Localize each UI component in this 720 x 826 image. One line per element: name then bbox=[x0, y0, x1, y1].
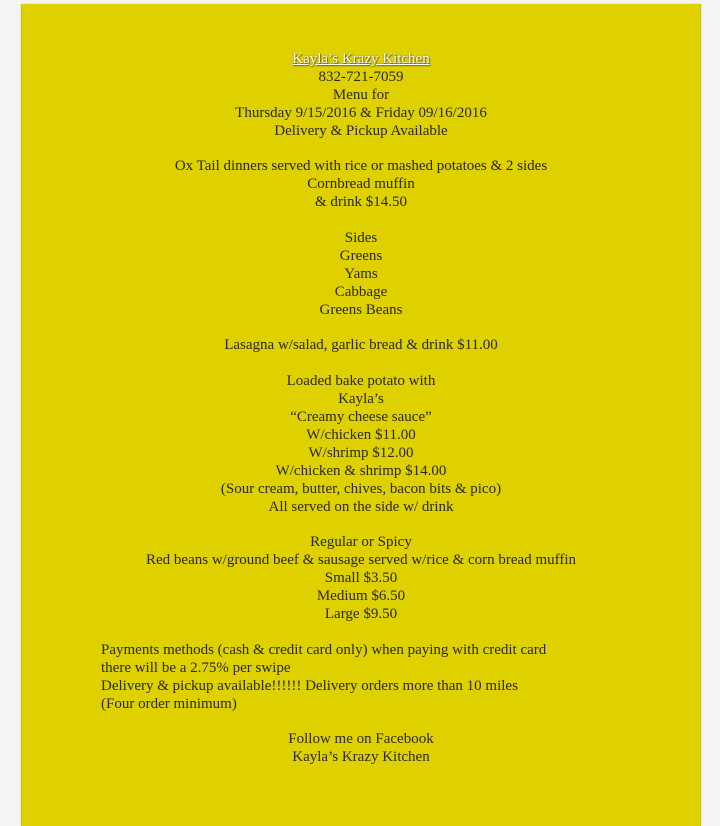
potato-price: W/chicken $11.00 bbox=[306, 426, 416, 443]
kitchen-title: Kayla’s Krazy Kitchen bbox=[292, 51, 430, 67]
potato-line: Loaded bake potato with bbox=[286, 373, 436, 390]
spacer bbox=[22, 355, 700, 373]
spacer bbox=[22, 517, 700, 535]
spacer bbox=[22, 624, 700, 642]
redbeans-price: Medium $6.50 bbox=[316, 588, 406, 605]
spacer bbox=[22, 141, 700, 159]
potato-line: Kayla’s bbox=[338, 391, 384, 408]
availability-text: Delivery & Pickup Available bbox=[274, 122, 448, 139]
oxtail-section bbox=[22, 158, 700, 212]
redbeans-price: Large $9.50 bbox=[324, 606, 398, 623]
payments-line: there will be a 2.75% per swipe bbox=[101, 659, 291, 676]
sides-heading: Sides bbox=[344, 230, 378, 247]
menu-content bbox=[22, 51, 700, 767]
sides-section bbox=[22, 230, 700, 320]
payments-line: (Four order minimum) bbox=[101, 695, 237, 712]
side-item: Greens Beans bbox=[319, 301, 403, 318]
phone-number: 832-721-7059 bbox=[318, 68, 404, 85]
side-item: Greens bbox=[339, 247, 383, 264]
header-section bbox=[22, 51, 700, 141]
redbeans-section bbox=[22, 534, 700, 624]
menu-flyer bbox=[21, 4, 701, 826]
spacer bbox=[22, 320, 700, 338]
potato-toppings: (Sour cream, butter, chives, bacon bits & pico) bbox=[220, 480, 502, 497]
potato-price: W/chicken & shrimp $14.00 bbox=[275, 462, 447, 479]
redbeans-line: Red beans w/ground beef & sausage served w/rice & corn bread muffin bbox=[146, 552, 576, 569]
oxtail-line-1: Ox Tail dinners served with rice or mashed potatoes & 2 sides bbox=[174, 158, 548, 175]
spacer bbox=[22, 713, 700, 731]
menu-dates: Thursday 9/15/2016 & Friday 09/16/2016 bbox=[235, 104, 487, 121]
oxtail-price: & drink $14.50 bbox=[314, 194, 408, 211]
oxtail-line-2: Cornbread muffin bbox=[307, 176, 415, 193]
payments-line: Delivery & pickup available!!!!!! Delivery orders more than 10 miles bbox=[101, 677, 518, 694]
payments-section bbox=[22, 642, 700, 714]
side-item: Cabbage bbox=[334, 283, 388, 300]
payments-line: Payments methods (cash & credit card only) when paying with credit card bbox=[101, 641, 547, 658]
potato-note: All served on the side w/ drink bbox=[268, 498, 454, 515]
redbeans-line: Regular or Spicy bbox=[310, 534, 412, 551]
redbeans-price: Small $3.50 bbox=[324, 570, 398, 587]
lasagna-line: Lasagna w/salad, garlic bread & drink $11.00 bbox=[224, 337, 498, 354]
spacer bbox=[22, 212, 700, 230]
lasagna-section bbox=[22, 337, 700, 355]
footer-name: Kayla’s Krazy Kitchen bbox=[292, 749, 430, 766]
follow-text: Follow me on Facebook bbox=[288, 731, 434, 748]
potato-section bbox=[22, 373, 700, 516]
menu-for-label: Menu for bbox=[332, 86, 390, 103]
potato-line: “Creamy cheese sauce” bbox=[290, 409, 432, 426]
footer-section bbox=[22, 731, 700, 767]
potato-price: W/shrimp $12.00 bbox=[308, 444, 414, 461]
side-item: Yams bbox=[344, 265, 378, 282]
